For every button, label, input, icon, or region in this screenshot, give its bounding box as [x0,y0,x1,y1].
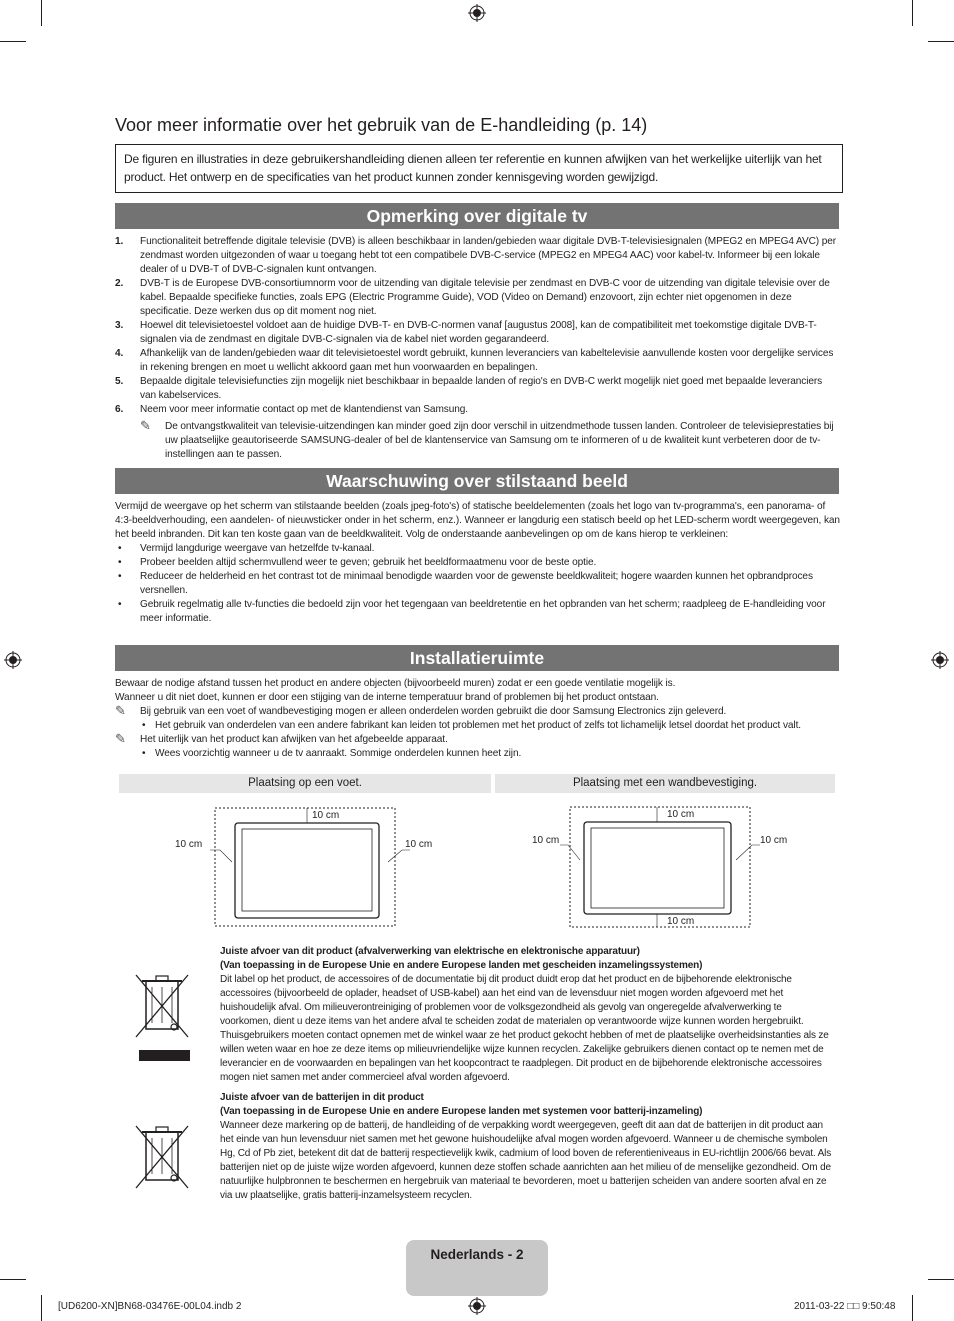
section-heading-still-image: Waarschuwing over stilstaand beeld [115,468,839,494]
list-item: 3. Hoewel dit televisietoestel voldoet aan de huidige DVB-T- en DVB-C-normen vanaf [augustus 2008], kan de compatibiliteit met toekomstige digitale DVB-T-signalen via de zendmast en digitale DVB-C-signalen via de kabel niet worden gegarandeerd. [115,320,817,345]
dimension-label-left: 10 cm [532,835,560,846]
bullet-icon: • [118,557,122,568]
battery-crossed-bin-icon [134,1122,192,1194]
crop-mark [912,1295,913,1321]
footer-timestamp: 2011-03-22 □□ 9:50:48 [794,1301,896,1312]
list-item: 1. Functionaliteit betreffende digitale televisie (DVB) is alleen beschikbaar in landen/gebieden waar digitale DVB-T-televisiesignalen (MPEG2 en MPEG4 AVC) per zendmast worden uitgezonden of waar u toegang hebt tot een compatibele DVB-C-service (MPEG2 en MPEG4 AAC) voor kabel-tv. Informeer bij een lokale dealer of u DVB-T of DVB-C-signalen kunt ontvangen. [115,236,837,275]
dimension-label-right: 10 cm [405,839,433,850]
dimension-label-right: 10 cm [760,835,788,846]
bullet-icon: • [142,720,146,731]
note: ✎ Het uiterlijk van het product kan afwijken van het afgebeelde apparaat. [115,731,448,746]
registration-mark-icon [931,651,949,669]
page-title: Voor meer informatie over het gebruik van de E-handleiding (p. 14) [115,115,648,135]
crop-mark [41,1295,42,1321]
list-item: • Probeer beelden altijd schermvullend weer te geven; gebruik het beeldformaatmenu voor de beste optie. [118,557,597,568]
list-item: • Wees voorzichtig wanneer u de tv aanraakt. Sommige onderdelen kunnen heet zijn. [142,748,522,759]
crop-mark [912,0,913,26]
dimension-label-top: 10 cm [312,810,340,821]
tv-stand-diagram [210,806,410,928]
list-item: 4. Afhankelijk van de landen/gebieden waar dit televisietoestel wordt gebruikt, kunnen leveranciers van kabeltelevisie aanvullende kosten voor dergelijke services in rekening brengen en moet u wellicht akkoord gaan met hun voorwaarden en bepalingen. [115,348,834,373]
installation-text: Bewaar de nodige afstand tussen het product en andere objecten (bijvoorbeeld muren) zodat er een goede ventilatie mogelijk is. Wanneer u dit niet doet, kunnen er door een stijging van de interne temperatuur brand of problemen bij het product ontstaan. ✎ Bij gebruik van een voet of wandbevestiging mogen er alleen onderdelen worden gebruikt die door Samsung Electronics zijn geleverd. • Het gebruik van onderdelen van een andere fabrikant kan leiden tot problemen met het product of zelfs tot lichamelijk letsel doordat het product valt. ✎ Het uiterlijk van het product kan afwijken van het afgebeelde apparaat. • Wees voorzichtig wanneer u de tv aanraakt. Sommige onderdelen kunnen heet zijn. [115,677,840,761]
still-image-text: Vermijd de weergave op het scherm van stilstaande beelden (zoals jpeg-foto's) of statische beeldelementen (zoals het logo van tv-programma's, een panorama- of 4:3-beeldverhouding, een aandelen- of nieuwsticker onder in het scherm, enz.). Wanneer er langdurig een statisch beeld op het LED-scherm wordt weergegeven, kan het beeld inbranden. Dit kan ten koste gaan van de beeldkwaliteit. Volg de onderstaande aanbevelingen op om de kans hierop te verkleinen: • Vermijd langdurige weergave van hetzelfde tv-kanaal. • Probeer beelden altijd schermvullend weer te geven; gebruik het beeldformaatmenu voor de beste optie. • Reduceer de helderheid en het contrast tot de minimaal benodigde waarden voor de gewenste beeldkwaliteit; hogere waarden kunnen het opbrandproces versnellen. • Gebruik regelmatig alle tv-functies die bedoeld zijn voor het tegengaan van beeldretentie en het opbranden van het scherm; raadpleeg de E-handleiding voor meer informatie. [115,501,840,624]
crop-mark [928,1279,954,1280]
section-heading-installation: Installatieruimte [115,645,839,671]
registration-mark-icon [4,651,22,669]
crop-mark [928,41,954,42]
list-item: • Vermijd langdurige weergave van hetzelfde tv-kanaal. [118,543,375,554]
note-pencil-icon: ✎ [115,731,126,746]
note: ✎ De ontvangstkwaliteit van televisie-uitzendingen kan minder goed zijn door verschil in uitzendmethode tussen landen. Controleer de televisieprestaties bij uw plaatselijke geautoriseerde SAMSUNG-dealer of bel de klantenservice van Samsung om te informeren of u de kwaliteit kunt verbeteren door de tv-instellingen aan te passen. [140,418,834,460]
section-heading-digital-tv: Opmerking over digitale tv [115,203,839,229]
page-number-label: Nederlands - 2 [406,1240,548,1296]
list-item: 2. DVB-T is de Europese DVB-consortiumnorm voor de uitzending van digitale televisie per zendmast en DVB-C voor de uitzending van digitale televisie over de kabel. Bepaalde specifieke functies, zoals EPG (Electric Programme Guide), VOD (Video on Demand) enzovoort, zijn echter niet opgenomen in deze specificatie. Deze werken dus op dit moment nog niet. [115,278,830,317]
column-header-stand: Plaatsing op een voet. [119,774,491,793]
list-item: • Het gebruik van onderdelen van een andere fabrikant kan leiden tot problemen met het product of zelfs tot lichamelijk letsel doordat het product valt. [142,720,801,731]
weee-crossed-bin-icon [134,971,192,1043]
note-pencil-icon: ✎ [140,418,151,433]
bullet-icon: • [118,599,122,610]
list-item: • Reduceer de helderheid en het contrast tot de minimaal benodigde waarden voor de gewenste beeldkwaliteit; hogere waarden kunnen het opbrandproces versnellen. [118,571,813,596]
bullet-icon: • [142,748,146,759]
registration-mark-icon [468,4,486,22]
crop-mark [41,0,42,26]
list-item: 6. Neem voor meer informatie contact op met de klantendienst van Samsung. [115,404,468,415]
weee-black-bar [139,1050,190,1061]
registration-mark-icon [468,1297,486,1315]
dimension-label-left: 10 cm [175,839,203,850]
bullet-icon: • [118,543,122,554]
column-header-wall: Plaatsing met een wandbevestiging. [495,774,835,793]
list-item: 5. Bepaalde digitale televisiefuncties zijn mogelijk niet beschikbaar in bepaalde landen of regio's en DVB-C werkt mogelijk niet goed met bepaalde leveranciers van kabelservices. [115,376,823,401]
footer-file-info: [UD6200-XN]BN68-03476E-00L04.indb 2 [58,1301,242,1312]
crop-mark [0,41,26,42]
note: ✎ Bij gebruik van een voet of wandbevestiging mogen er alleen onderdelen worden gebruikt die door Samsung Electronics zijn geleverd. [115,703,727,718]
crop-mark [0,1279,26,1280]
bullet-icon: • [118,571,122,582]
dimension-label-top: 10 cm [667,809,695,820]
tv-wall-mount-diagram [560,805,760,930]
digital-tv-list [115,235,840,462]
product-disposal-text: Juiste afvoer van dit product (afvalverwerking van elektrische en elektronische apparatuur) (Van toepassing in de Europese Unie en andere Europese landen met gescheiden inzamelingssystemen) Dit label op het product, de accessoires of de documentatie bij dit product duidt erop dat het product en de bijbehorende elektronische accessoires (bijvoorbeeld de oplader, headset of USB-kabel) aan het eind van de levensduur niet mogen worden afgevoerd met het huishoudelijk afval. Om milieuverontreiniging of problemen voor de volksgezondheid als gevolg van ongeregelde afvalverwerking te voorkomen, dient u deze items van het andere afval te scheiden zodat de materialen op verantwoorde wijze kunnen worden hergebruikt. Thuisgebruikers moeten contact opnemen met de winkel waar ze het product gekocht hebben of met de plaatselijke overheidsinstanties als ze willen weten waar en hoe ze deze items op milieuvriendelijke wijze kunnen recyclen. Zakelijke gebruikers dienen contact op te nemen met de leverancier en de voorwaarden en bepalingen van het koopcontract te raadplegen. Dit product en de bijbehorende elektronische accessoires mogen niet samen met ander commercieel afval worden afgevoerd. [220,946,829,1083]
list-item: • Gebruik regelmatig alle tv-functies die bedoeld zijn voor het tegengaan van beeldretentie en het opbranden van het scherm; raadpleeg de E-handleiding voor meer informatie. [118,599,826,624]
battery-disposal-text: Juiste afvoer van de batterijen in dit product (Van toepassing in de Europese Unie en andere Europese landen met systemen voor batterij-inzameling) Wanneer deze markering op de batterij, de handleiding of de verpakking wordt weergegeven, geeft dit aan dat de batterijen in dit product aan het einde van hun levensduur niet samen met het gewone huishoudelijke afval mogen worden afgevoerd. Wanneer u de chemische symbolen Hg, Cd of Pb ziet, betekent dit dat de batterij respectievelijk kwik, cadmium of lood boven de referentieniveaus in EU-richtlijn 2006/66 bevat. Als batterijen niet op de juiste wijze worden afgevoerd, kunnen deze stoffen schade aanrichten aan het milieu of de menselijke gezondheid. Om de natuurlijke hulpbronnen te beschermen en hergebruik van materiaal te bevorderen, moet u batterijen scheiden van andere soorten afval en ze via uw plaatselijke, gratis batterij-inzamelsysteem recyclen. [220,1092,832,1201]
note-pencil-icon: ✎ [115,703,126,718]
disclaimer-box: De figuren en illustraties in deze gebruikershandleiding dienen alleen ter referentie en kunnen afwijken van het werkelijke uiterlijk van het product. Het ontwerp en de specificaties van het product kunnen zonder kennisgeving worden gewijzigd. [115,144,843,193]
dimension-label-bottom: 10 cm [667,916,695,927]
